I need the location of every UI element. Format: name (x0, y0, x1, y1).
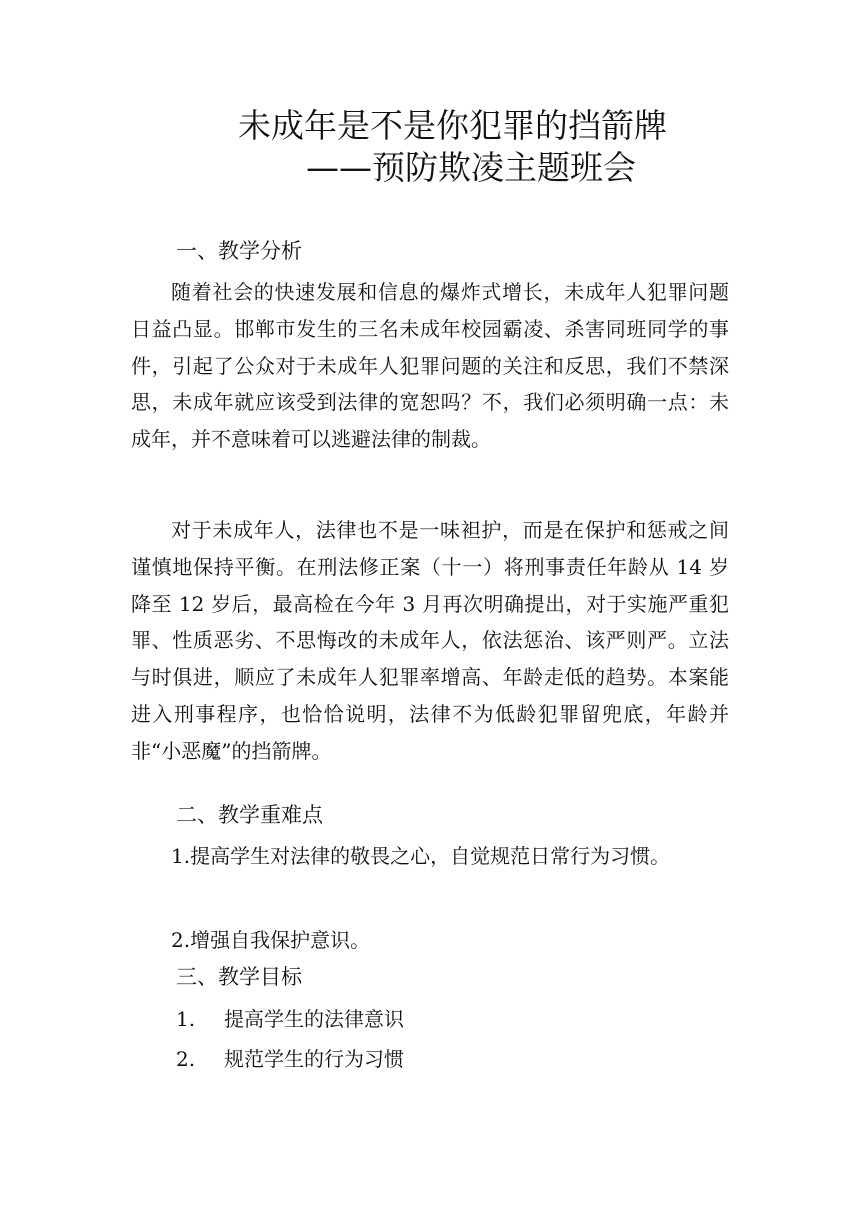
objective-number: 1. (176, 1007, 196, 1031)
objective-item (176, 1004, 404, 1034)
document-title: 未成年是不是你犯罪的挡箭牌 (238, 106, 667, 145)
section-heading-analysis: 一、教学分析 (176, 239, 302, 263)
analysis-paragraph-2: 对于未成年人，法律也不是一味袒护，而是在保护和惩戒之间谨慎地保持平衡。在刑法修正案（十一）将刑事责任年龄从 14 岁降至 12 岁后，最高检在今年 3 月再次明确提出，对于实施严重犯罪、性质恶劣、不思悔改的未成年人，依法惩治、该严则严。立法与时俱进，顺应了未成年人犯罪率增高、年龄走低的趋势。本案能进入刑事程序，也恰恰说明，法律不为低龄犯罪留兜底，年龄并非“小恶魔”的挡箭牌。 (131, 518, 729, 763)
section-heading-objectives: 三、教学目标 (176, 965, 302, 989)
objective-item (176, 1044, 404, 1074)
objective-text: 提高学生的法律意识 (224, 1007, 404, 1031)
objective-text: 规范学生的行为习惯 (224, 1047, 404, 1071)
document-subtitle: ——预防欺凌主题班会 (306, 148, 636, 187)
section-heading-key-points: 二、教学重难点 (176, 803, 323, 827)
key-point-1: 1.提高学生对法律的敬畏之心，自觉规范日常行为习惯。 (171, 844, 671, 868)
objective-number: 2. (176, 1047, 196, 1071)
key-point-2: 2.增强自我保护意识。 (171, 928, 371, 952)
analysis-paragraph-1: 随着社会的快速发展和信息的爆炸式增长，未成年人犯罪问题日益凸显。邯郸市发生的三名未成年校园霸凌、杀害同班同学的事件，引起了公众对于未成年人犯罪问题的关注和反思，我们不禁深思，未成年就应该受到法律的宽恕吗？不，我们必须明确一点：未成年，并不意味着可以逃避法律的制裁。 (131, 280, 729, 452)
